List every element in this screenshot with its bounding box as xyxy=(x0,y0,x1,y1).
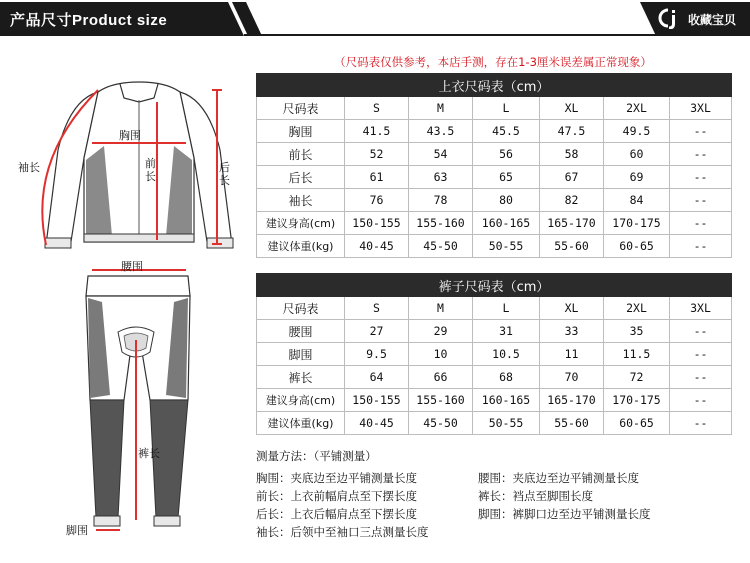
row-label-cell: 腰围 xyxy=(257,320,345,343)
value-cell: -- xyxy=(670,189,732,212)
value-cell: 56 xyxy=(473,143,540,166)
value-cell: 150-155 xyxy=(345,212,409,235)
method-line: 前长：上衣前幅肩点至下摆长度 xyxy=(256,489,417,503)
value-cell: 60-65 xyxy=(604,235,670,258)
table-row xyxy=(257,189,732,212)
page-title: 产品尺寸Product size xyxy=(10,12,168,29)
header-cell: L xyxy=(473,97,540,120)
table-row xyxy=(257,366,732,389)
table-row xyxy=(257,343,732,366)
header xyxy=(0,0,750,40)
value-cell: -- xyxy=(670,120,732,143)
method-line: 裤长：裆点至脚围长度 xyxy=(478,489,593,503)
value-cell: -- xyxy=(670,212,732,235)
header-cell: S xyxy=(345,297,409,320)
value-cell: 78 xyxy=(409,189,473,212)
value-cell: 160-165 xyxy=(473,389,540,412)
value-cell: 29 xyxy=(409,320,473,343)
value-cell: 41.5 xyxy=(345,120,409,143)
table-header-row xyxy=(257,297,732,320)
value-cell: 58 xyxy=(540,143,604,166)
label-front: 前长 xyxy=(145,157,156,183)
brand-logo-icon xyxy=(656,7,682,29)
label-sleeve: 袖长 xyxy=(18,161,40,174)
value-cell: 40-45 xyxy=(345,412,409,435)
table-row xyxy=(257,235,732,258)
value-cell: 9.5 xyxy=(345,343,409,366)
value-cell: 165-170 xyxy=(540,389,604,412)
value-cell: 10 xyxy=(409,343,473,366)
value-cell: 47.5 xyxy=(540,120,604,143)
value-cell: -- xyxy=(670,412,732,435)
value-cell: -- xyxy=(670,389,732,412)
value-cell: 33 xyxy=(540,320,604,343)
row-label-cell: 建议身高(cm) xyxy=(257,212,345,235)
value-cell: 150-155 xyxy=(345,389,409,412)
method-line: 腰围：夹底边至边平铺测量长度 xyxy=(478,471,639,485)
header-cell: 2XL xyxy=(604,297,670,320)
label-ankle: 脚围 xyxy=(66,524,88,537)
value-cell: 70 xyxy=(540,366,604,389)
value-cell: -- xyxy=(670,320,732,343)
row-label-cell: 建议身高(cm) xyxy=(257,389,345,412)
value-cell: -- xyxy=(670,143,732,166)
table-row xyxy=(257,120,732,143)
value-cell: -- xyxy=(670,343,732,366)
pants-drawing xyxy=(86,270,190,530)
header-cell: M xyxy=(409,97,473,120)
value-cell: 45.5 xyxy=(473,120,540,143)
value-cell: 27 xyxy=(345,320,409,343)
value-cell: 72 xyxy=(604,366,670,389)
value-cell: 10.5 xyxy=(473,343,540,366)
row-label-cell: 前长 xyxy=(257,143,345,166)
header-cell: S xyxy=(345,97,409,120)
value-cell: 31 xyxy=(473,320,540,343)
value-cell: 11.5 xyxy=(604,343,670,366)
value-cell: 66 xyxy=(409,366,473,389)
method-line: 袖长：后领中至袖口三点测量长度 xyxy=(256,525,429,539)
value-cell: 11 xyxy=(540,343,604,366)
shirt-table-title: 上衣尺码表（cm） xyxy=(257,74,732,97)
value-cell: -- xyxy=(670,166,732,189)
header-cell: 3XL xyxy=(670,97,732,120)
row-label-cell: 后长 xyxy=(257,166,345,189)
value-cell: -- xyxy=(670,235,732,258)
row-label-cell: 胸围 xyxy=(257,120,345,143)
value-cell: 54 xyxy=(409,143,473,166)
size-notice: （尺码表仅供参考，本店手测，存在1-3厘米误差属正常现象） xyxy=(334,55,652,69)
value-cell: 63 xyxy=(409,166,473,189)
table-header-row xyxy=(257,97,732,120)
value-cell: 45-50 xyxy=(409,235,473,258)
header-cell: 2XL xyxy=(604,97,670,120)
table-row xyxy=(257,212,732,235)
value-cell: 50-55 xyxy=(473,235,540,258)
label-chest: 胸围 xyxy=(119,129,141,142)
value-cell: 76 xyxy=(345,189,409,212)
header-cell: 3XL xyxy=(670,297,732,320)
table-row xyxy=(257,412,732,435)
label-back: 后长 xyxy=(219,161,230,187)
value-cell: 61 xyxy=(345,166,409,189)
value-cell: 60-65 xyxy=(604,412,670,435)
value-cell: 170-175 xyxy=(604,212,670,235)
method-line: 胸围：夹底边至边平铺测量长度 xyxy=(256,471,417,485)
value-cell: 55-60 xyxy=(540,235,604,258)
value-cell: 67 xyxy=(540,166,604,189)
table-row xyxy=(257,166,732,189)
value-cell: -- xyxy=(670,366,732,389)
value-cell: 69 xyxy=(604,166,670,189)
table-row xyxy=(257,389,732,412)
value-cell: 43.5 xyxy=(409,120,473,143)
method-title: 测量方法：（平铺测量） xyxy=(256,449,377,463)
value-cell: 84 xyxy=(604,189,670,212)
row-label-cell: 脚围 xyxy=(257,343,345,366)
value-cell: 52 xyxy=(345,143,409,166)
value-cell: 55-60 xyxy=(540,412,604,435)
row-label-cell: 袖长 xyxy=(257,189,345,212)
pants-table-title: 裤子尺码表（cm） xyxy=(257,274,732,297)
value-cell: 155-160 xyxy=(409,212,473,235)
label-pants-length: 裤长 xyxy=(138,447,160,460)
value-cell: 60 xyxy=(604,143,670,166)
table-row xyxy=(257,143,732,166)
header-cell: 尺码表 xyxy=(257,297,345,320)
row-label-cell: 建议体重(kg) xyxy=(257,412,345,435)
value-cell: 64 xyxy=(345,366,409,389)
value-cell: 65 xyxy=(473,166,540,189)
value-cell: 170-175 xyxy=(604,389,670,412)
value-cell: 50-55 xyxy=(473,412,540,435)
value-cell: 35 xyxy=(604,320,670,343)
favorite-shop-link[interactable]: 收藏宝贝 xyxy=(688,13,737,27)
jersey-drawing xyxy=(42,82,233,248)
value-cell: 160-165 xyxy=(473,212,540,235)
header-cell: 尺码表 xyxy=(257,97,345,120)
value-cell: 165-170 xyxy=(540,212,604,235)
row-label-cell: 裤长 xyxy=(257,366,345,389)
value-cell: 82 xyxy=(540,189,604,212)
value-cell: 45-50 xyxy=(409,412,473,435)
value-cell: 49.5 xyxy=(604,120,670,143)
value-cell: 155-160 xyxy=(409,389,473,412)
garment-illustration xyxy=(0,40,250,563)
header-cell: XL xyxy=(540,97,604,120)
method-line: 脚围：裤脚口边至边平铺测量长度 xyxy=(478,507,651,521)
label-waist: 腰围 xyxy=(121,260,143,273)
value-cell: 80 xyxy=(473,189,540,212)
method-line: 后长：上衣后幅肩点至下摆长度 xyxy=(256,507,417,521)
shirt-size-table xyxy=(256,73,732,258)
header-cell: XL xyxy=(540,297,604,320)
value-cell: 40-45 xyxy=(345,235,409,258)
header-cell: L xyxy=(473,297,540,320)
row-label-cell: 建议体重(kg) xyxy=(257,235,345,258)
value-cell: 68 xyxy=(473,366,540,389)
table-row xyxy=(257,320,732,343)
header-cell: M xyxy=(409,297,473,320)
pants-size-table xyxy=(256,273,732,435)
